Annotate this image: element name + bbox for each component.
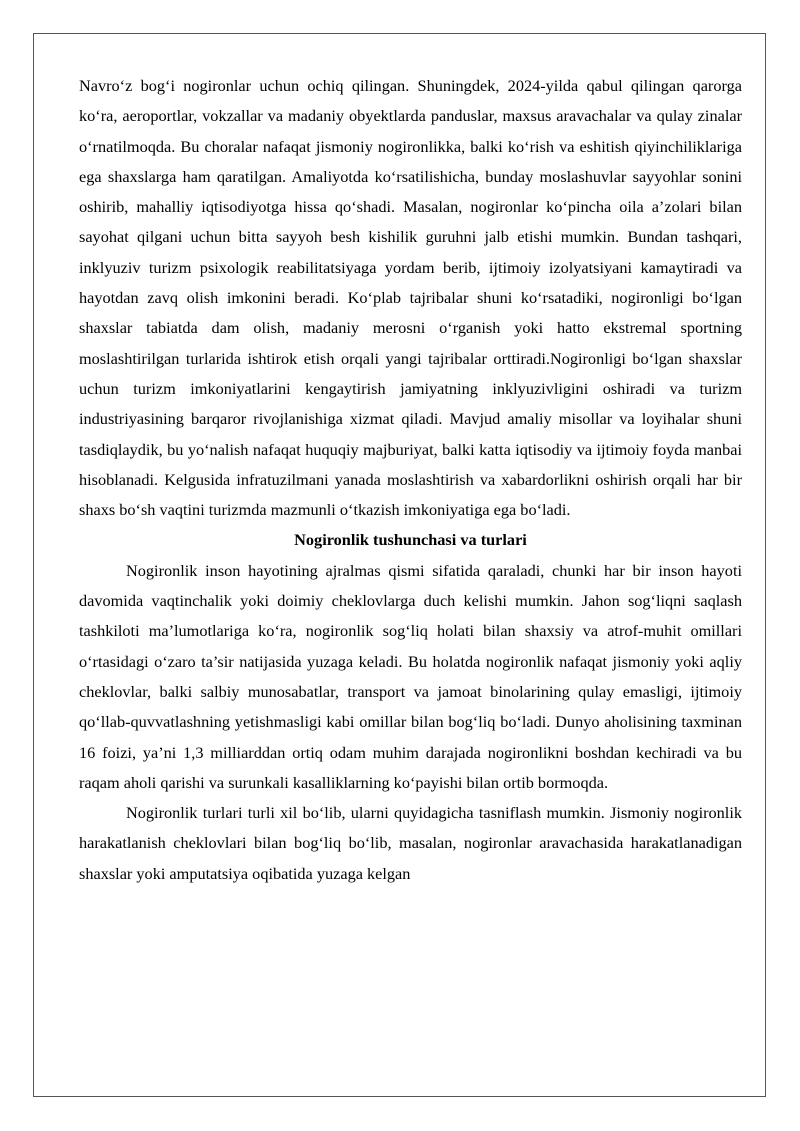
paragraph-3: Nogironlik turlari turli xil bo‘lib, ularni quyidagicha tasniflash mumkin. Jismoniy nogironlik harakatlanish cheklovlari bilan bog‘liq bo‘lib, masalan, nogironlar aravachasida harakatlanadigan shaxslar yoki amputatsiya oqibatida yuzaga kelgan bbox=[79, 803, 742, 883]
paragraph-2: Nogironlik inson hayotining ajralmas qismi sifatida qaraladi, chunki har bir inson hayoti davomida vaqtinchalik yoki doimiy cheklovlarga duch kelishi mumkin. Jahon sog‘liqni saqlash tashkiloti ma’lumotlariga ko‘ra, nogironlik sog‘liq holati bilan shaxsiy va atrof-muhit omillari o‘rtasidagi o‘zaro ta’sir natijasida yuzaga keladi. Bu holatda nogironlik nafaqat jismoniy yoki aqliy cheklovlar, balki salbiy munosabatlar, transport va jamoat binolarining qulay emasligi, ijtimoiy qo‘llab-quvvatlashning yetishmasligi kabi omillar bilan bog‘liq bo‘ladi. Dunyo aholisining taxminan 16 foizi, ya’ni 1,3 milliarddan ortiq odam muhim darajada nogironlikni boshdan kechiradi va bu raqam aholi qarishi va surunkali kasalliklarning ko‘payishi bilan ortib bormoqda. bbox=[79, 560, 742, 792]
paragraph-1: Navro‘z bog‘i nogironlar uchun ochiq qilingan. Shuningdek, 2024-yilda qabul qilingan qarorga ko‘ra, aeroportlar, vokzallar va madaniy obyektlarda panduslar, maxsus aravachalar va qulay zinalar o‘rnatilmoqda. Bu choralar nafaqat jismoniy nogironlikka, balki ko‘rish va eshitish qiyinchiliklariga ega shaxslarga ham qaratilgan. Amaliyotda ko‘rsatilishicha, bunday moslashuvlar sayyohlar sonini oshirib, mahalliy iqtisodiyotga hissa qo‘shadi. Masalan, nogironlar ko‘pincha oila a’zolari bilan sayohat qilgani uchun bitta sayyoh besh kishilik guruhni jalb etishi mumkin. Bundan tashqari, inklyuziv turizm psixologik reabilitatsiyaga yordam berib, ijtimoiy izolyatsiyani kamaytiradi va hayotdan zavq olish imkonini beradi. Ko‘plab tajribalar shuni ko‘rsatadiki, nogironligi bo‘lgan shaxslar tabiatda dam olish, madaniy merosni o‘rganish yoki hatto ekstremal sportning moslashtirilgan turlarida ishtirok etish orqali yangi tajribalar orttiradi.Nogironligi bo‘lgan shaxslar uchun turizm imkoniyatlarini kengaytirish jamiyatning inklyuzivligini oshiradi va turizm industriyasining barqaror rivojlanishiga xizmat qiladi. Mavjud amaliy misollar va loyihalar shuni tasdiqlaydik, bu yo‘nalish nafaqat huquqiy majburiyat, balki katta iqtisodiy va ijtimoiy foyda manbai hisoblanadi. Kelgusida infratuzilmani yanada moslashtirish va xabardorlikni oshirish orqali har bir shaxs bo‘sh vaqtini turizmda mazmunli o‘tkazish imkoniyatiga ega bo‘ladi. bbox=[79, 76, 742, 520]
document-body bbox=[79, 71, 742, 889]
section-heading: Nogironlik tushunchasi va turlari bbox=[294, 530, 527, 550]
